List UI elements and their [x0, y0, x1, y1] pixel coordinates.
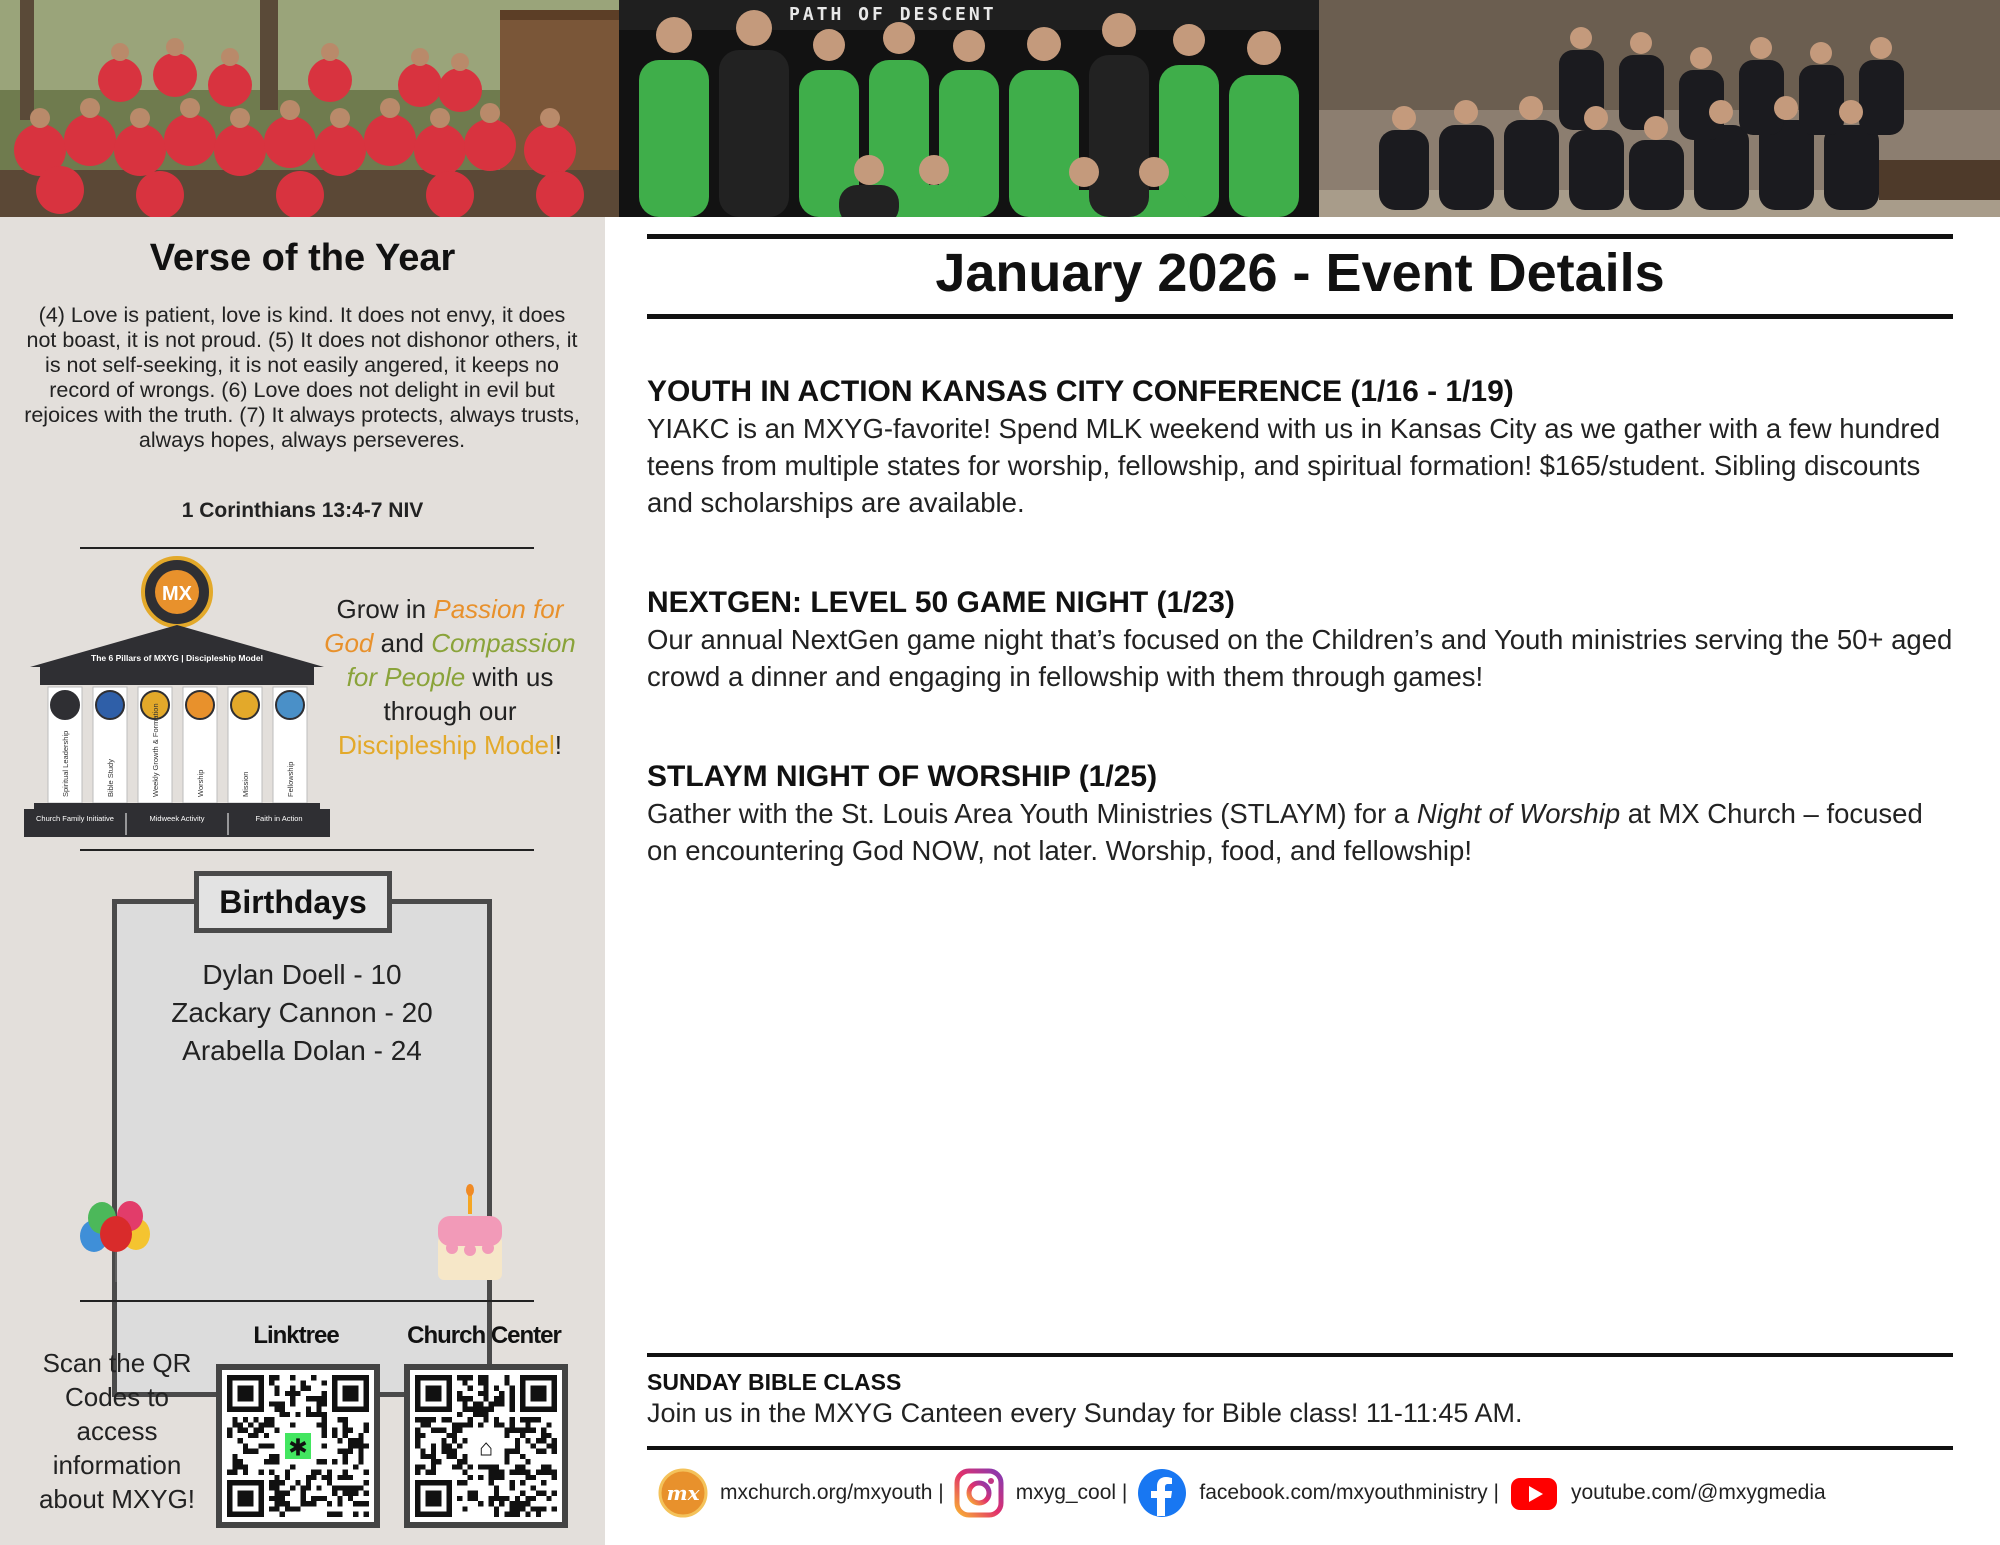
grow-statement	[322, 592, 578, 762]
sunday-title: SUNDAY BIBLE CLASS	[647, 1369, 902, 1395]
group-photo-black-shirts	[1319, 0, 2000, 217]
divider	[80, 547, 534, 549]
linktree-label: Linktree	[253, 1322, 339, 1349]
event-desc-post: at MX Church – focused on encountering God NOW, not later. Worship, food, and fellowship!	[647, 798, 1923, 866]
verse-reference: 1 Corinthians 13:4-7 NIV	[181, 499, 424, 522]
pillar-label: Weekly Growth & Formation	[151, 703, 160, 797]
pillar-label: Bible Study	[106, 759, 115, 797]
pillar-base-label: Faith in Action	[255, 814, 303, 823]
linktree-qr-code[interactable]	[216, 1364, 380, 1528]
event-description: YIAKC is an MXYG-favorite! Spend MLK weekend with us in Kansas City as we gather with a few hundred teens from multiple states for worship, fellowship, and spiritual formation! $165/student. Sibling discounts and scholarships are available.	[647, 413, 1941, 518]
event-desc-italic: Night of Worship	[1416, 798, 1621, 829]
svg-text:✱: ✱	[288, 1434, 308, 1461]
pillar-base-label: Church Family Initiative	[36, 814, 114, 823]
verse-title: Verse of the Year	[149, 237, 456, 279]
pillar-icon	[186, 691, 214, 719]
event-description: Our annual NextGen game night that’s focused on the Children’s and Youth ministries serving the 50+ aged crowd a dinner and engaging in fellowship with them through games!	[647, 624, 1953, 692]
pillar-label: Mission	[241, 771, 250, 797]
scan-qr-instructions: Scan the QR Codes to access information about MXYG!	[38, 1348, 196, 1514]
website-link[interactable]: mxchurch.org/mxyouth |	[720, 1481, 944, 1504]
mx-logo-text: MX	[162, 583, 192, 605]
pillar-icon	[231, 691, 259, 719]
photo-banner-caption: PATH OF DESCENT	[789, 4, 997, 25]
birthday-item: Arabella Dolan - 24	[182, 1035, 422, 1066]
balloons-icon	[74, 1200, 158, 1282]
passion-for-god: Passion for God	[324, 594, 564, 658]
pillar-label: Worship	[196, 769, 205, 797]
event-title: NEXTGEN: LEVEL 50 GAME NIGHT (1/23)	[647, 586, 1235, 619]
facebook-icon	[1137, 1468, 1187, 1518]
event-yiakc	[647, 374, 1957, 521]
title-rule-bottom	[647, 314, 1953, 319]
grow-with: with us through our	[383, 662, 554, 726]
event-desc-pre: Gather with the St. Louis Area Youth Ministries (STLAYM) for a	[647, 798, 1417, 829]
divider	[80, 849, 534, 851]
mx-logo-icon	[658, 1468, 708, 1518]
sunday-rule-top	[647, 1353, 1953, 1357]
sunday-bible-class	[647, 1367, 1953, 1429]
instagram-link[interactable]: mxyg_cool |	[1015, 1481, 1128, 1504]
birthday-cake-icon	[432, 1184, 508, 1284]
divider	[80, 1300, 534, 1302]
svg-text:mx: mx	[666, 1481, 700, 1505]
social-links-bar	[658, 1468, 1958, 1518]
discipleship-model: Discipleship Model	[338, 730, 555, 760]
group-photo-green-shirts	[619, 0, 1319, 217]
pillar-label: Fellowship	[286, 761, 295, 797]
pillar-base-label: Midweek Activity	[149, 814, 205, 823]
sunday-description: Join us in the MXYG Canteen every Sunday for Bible class! 11-11:45 AM.	[647, 1398, 1523, 1428]
group-photo-red-shirts	[0, 0, 619, 217]
grow-and: and	[373, 628, 432, 658]
grow-pre: Grow in	[336, 594, 434, 624]
birthdays-tab	[194, 871, 392, 933]
event-title: YOUTH IN ACTION KANSAS CITY CONFERENCE (1/16 - 1/19)	[647, 375, 1514, 408]
instagram-icon	[954, 1468, 1004, 1518]
pillar-icon	[96, 691, 124, 719]
sunday-rule-bottom	[647, 1446, 1953, 1450]
event-title: STLAYM NIGHT OF WORSHIP (1/25)	[647, 760, 1158, 793]
event-nextgen	[647, 585, 1957, 695]
pillar-icon	[276, 691, 304, 719]
event-description	[647, 795, 1957, 869]
event-stlaym	[647, 759, 1957, 869]
youtube-link[interactable]: youtube.com/@mxygmedia	[1570, 1481, 1826, 1504]
compassion-for-people: Compassion for People	[346, 628, 576, 692]
discipleship-model-graphic	[24, 555, 330, 837]
birthday-list	[112, 956, 492, 1070]
youtube-icon	[1509, 1468, 1559, 1518]
facebook-link[interactable]: facebook.com/mxyouthministry |	[1199, 1481, 1499, 1504]
verse-text: (4) Love is patient, love is kind. It does not envy, it does not boast, it is not proud. (5) It does not dishonor others, it is not self-seeking, it is not easily angered, it keeps no record of wrongs. (6) Love does not delight in evil but rejoices with the truth. (7) It always protects, always trusts, always hopes, always perseveres.	[24, 303, 580, 452]
pillars-header: The 6 Pillars of MXYG | Discipleship Model	[91, 653, 263, 663]
birthday-item: Zackary Cannon - 20	[171, 997, 433, 1028]
church-center-qr-code[interactable]	[404, 1364, 568, 1528]
grow-end: !	[554, 730, 562, 760]
church-center-label: Church Center	[407, 1322, 561, 1349]
pillar-label: Spiritual Leadership	[61, 730, 70, 797]
svg-text:⌂: ⌂	[478, 1434, 494, 1461]
birthday-item: Dylan Doell - 10	[202, 959, 402, 990]
birthdays-title: Birthdays	[219, 883, 367, 920]
title-rule-top	[647, 234, 1953, 239]
pillar-icon	[51, 691, 79, 719]
page-title: January 2026 - Event Details	[935, 243, 1665, 303]
